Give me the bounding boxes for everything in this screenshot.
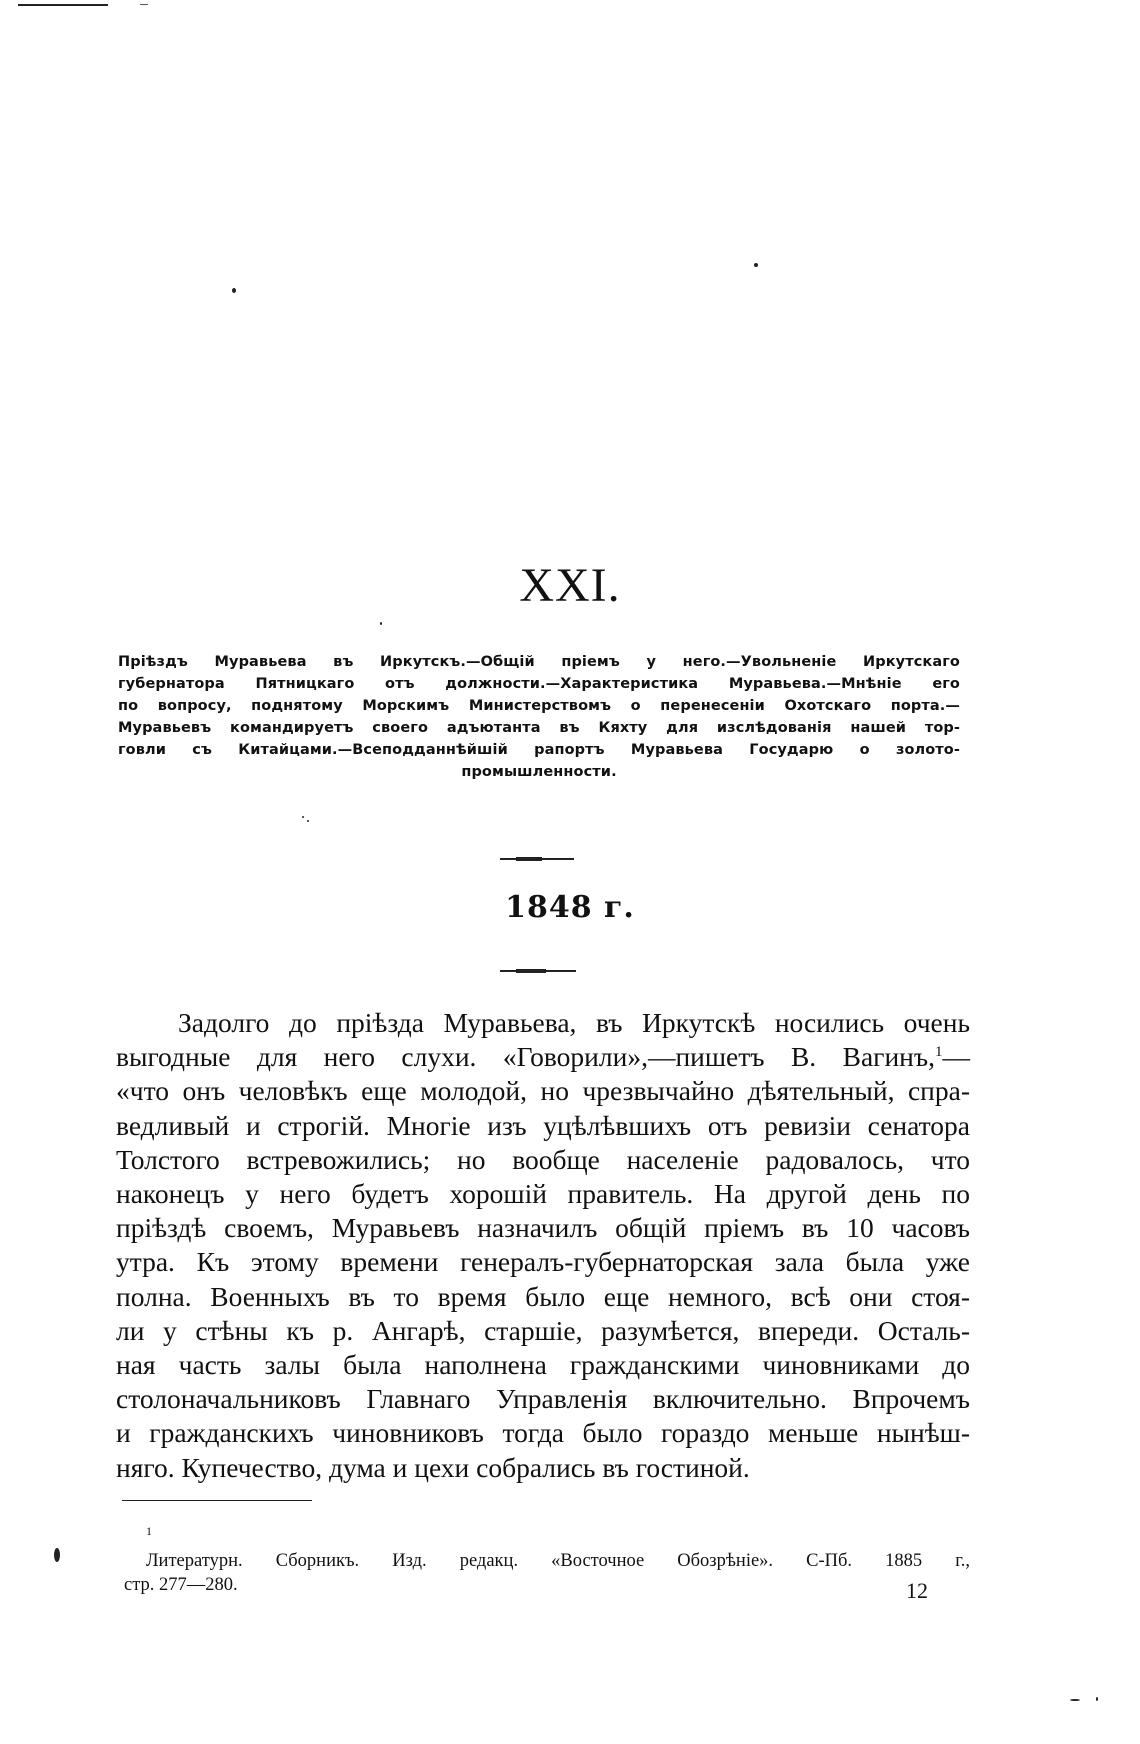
chapter-number: XXI. <box>519 559 621 612</box>
body-line: няго. Купечество, дума и цехи собрались въ гостиной. <box>116 1451 750 1483</box>
ink-speck <box>302 816 304 818</box>
summary-line: говли съ Китайцами.—Всеподданнѣйшій рапортъ Муравьева Государю о золото- <box>118 742 960 758</box>
body-line: ная часть залы была наполнена гражданскими чиновниками до <box>116 1349 970 1381</box>
summary-line: Пріѣздъ Муравьева въ Иркутскъ.—Общій пріемъ у него.—Увольненіе Иркутскаго <box>118 654 960 670</box>
top-edge-tick <box>140 4 148 5</box>
divider-rule-bold <box>516 857 542 861</box>
footnote-text: Литературн. Сборникъ. Изд. редакц. «Восточное Обозрѣніе». С-Пб. 1885 г., <box>146 1551 970 1571</box>
footnote-line <box>124 1525 970 1573</box>
body-line: наконецъ у него будетъ хорошій правитель. На другой день по <box>116 1178 970 1210</box>
summary-line: промышленности. <box>461 764 617 780</box>
ink-speck <box>232 288 236 293</box>
body-line-text: выгодные для него слухи. «Говорили»,—пишетъ В. Вагинъ, <box>116 1041 935 1073</box>
body-line: и гражданскихъ чиновниковъ тогда было гораздо меньше нынѣш- <box>116 1417 970 1449</box>
body-line: «что онъ человѣкъ еще молодой, но чрезвычайно дѣятельный, спра- <box>116 1075 970 1107</box>
body-line <box>116 1040 970 1074</box>
body-line: утра. Къ этому времени генералъ-губернаторская зала была уже <box>116 1246 970 1278</box>
chapter-summary <box>118 651 960 783</box>
body-line: ли у стѣны къ р. Ангарѣ, старшіе, разумѣется, впереди. Осталь- <box>116 1314 970 1346</box>
summary-line: Муравьевъ командируетъ своего адъютанта въ Кяхту для изслѣдованія нашей тор- <box>118 720 960 736</box>
ink-speck <box>754 263 758 267</box>
footnote-reference: 1 <box>935 1044 943 1061</box>
page-number: 12 <box>906 1578 928 1603</box>
body-line-dash: — <box>942 1041 970 1073</box>
body-line: Задолго до пріѣзда Муравьева, въ Иркутскѣ носились очень <box>178 1007 970 1038</box>
summary-line: по вопросу, поднятому Морскимъ Министерствомъ о перенесеніи Охотскаго порта.— <box>118 698 960 714</box>
footnote-mark: 1 <box>146 1524 152 1538</box>
body-line: пріѣздѣ своемъ, Муравьевъ назначилъ общій пріемъ въ 10 часовъ <box>116 1212 970 1244</box>
body-paragraph <box>116 1006 970 1485</box>
top-edge-rule <box>18 4 108 6</box>
body-line: полна. Военныхъ въ то время было еще немного, всѣ они стоя- <box>116 1280 970 1312</box>
footnote-separator <box>122 1500 312 1501</box>
body-line: Толстого встревожились; но вообще населеніе радовалось, что <box>116 1143 970 1175</box>
summary-line: губернатора Пятницкаго отъ должности.—Характеристика Муравьева.—Мнѣніе его <box>118 676 960 692</box>
ink-speck <box>380 622 382 625</box>
body-line: столоначальниковъ Главнаго Управленія включительно. Впрочемъ <box>116 1383 970 1415</box>
ink-speck <box>54 1548 60 1562</box>
ink-speck <box>307 820 309 822</box>
footnote-line: стр. 277—280. <box>124 1575 238 1595</box>
footnote <box>124 1525 970 1597</box>
ink-speck <box>1096 1697 1098 1701</box>
body-line: ведливый и строгій. Многіе изъ уцѣлѣвшихъ отъ ревизіи сенатора <box>116 1109 970 1141</box>
ink-speck <box>1070 1699 1080 1701</box>
divider-rule-bold <box>516 969 546 973</box>
year-heading: 1848 г. <box>505 890 635 925</box>
